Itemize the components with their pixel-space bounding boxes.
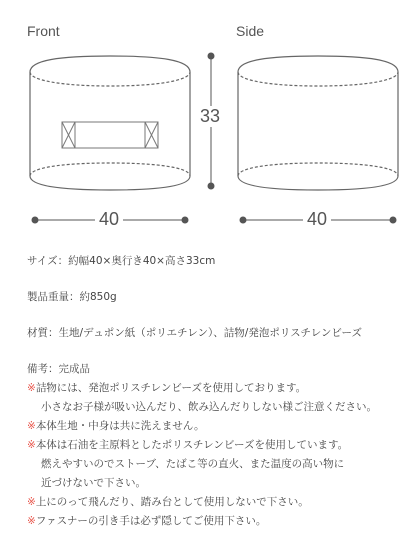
note-mark: ※ <box>27 420 36 432</box>
note-2 <box>27 417 412 436</box>
note-3 <box>27 436 412 493</box>
note-text: 燃えやすいのでストーブ、たばこ等の直火、また温度の高い物に <box>41 458 345 470</box>
front-view-shape <box>30 56 190 190</box>
side-view-label: Side <box>236 23 265 39</box>
side-view-shape <box>238 56 398 190</box>
note-text: 本体は石油を主原料としたポリスチレンビーズを使用しています。 <box>35 439 349 451</box>
note-text: 近づけないで下さい。 <box>41 477 146 489</box>
note-mark: ※ <box>27 439 36 451</box>
remarks-title: 備考：完成品 <box>27 363 90 375</box>
note-mark: ※ <box>27 515 36 527</box>
height-dimension-value: 33 <box>196 106 224 127</box>
front-width-dimension-value: 40 <box>95 209 123 230</box>
size-spec: サイズ：約幅40×奥行き40×高さ33cm <box>27 255 216 267</box>
note-mark: ※ <box>27 382 36 394</box>
weight-spec: 製品重量：約850g <box>27 291 117 303</box>
handle-icon <box>62 122 158 148</box>
note-4 <box>27 493 412 512</box>
note-mark: ※ <box>27 496 36 508</box>
note-text: 本体生地・中身は共に洗えません。 <box>35 420 205 432</box>
front-view-label: Front <box>27 23 60 39</box>
side-width-dimension-value: 40 <box>303 209 331 230</box>
material-spec: 材質：生地/デュポン紙（ポリエチレン）、詰物/発泡ポリスチレンビーズ <box>27 327 362 339</box>
note-text: ファスナーの引き手は必ず隠してご使用下さい。 <box>35 515 267 527</box>
note-text: 詰物には、発泡ポリスチレンビーズを使用しております。 <box>35 382 307 394</box>
note-5 <box>27 512 412 531</box>
note-text: 上にのって飛んだり、踏み台として使用しないで下さい。 <box>35 496 309 508</box>
product-specifications <box>27 252 412 531</box>
product-dimension-diagram <box>0 0 420 240</box>
note-text: 小さなお子様が吸い込んだり、飲み込んだりしない様ご注意ください。 <box>41 401 377 413</box>
note-1 <box>27 379 412 417</box>
